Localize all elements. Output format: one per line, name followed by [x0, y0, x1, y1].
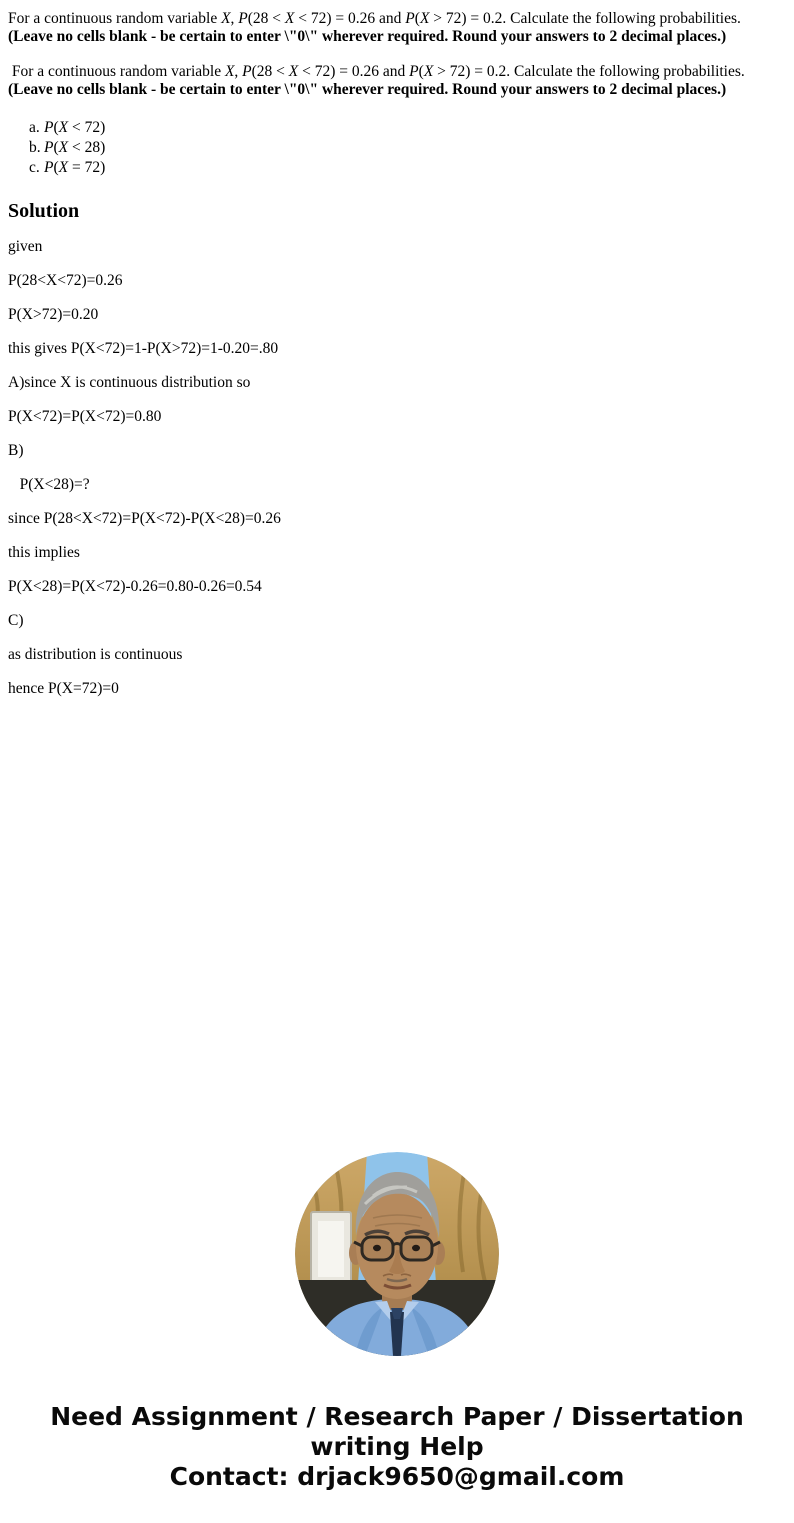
solution-line-part-b-since: since P(28<X<72)=P(X<72)-P(X<28)=0.26 — [8, 510, 281, 527]
question-item-a — [29, 118, 786, 138]
item-text-c: P(X = 72) — [44, 159, 106, 176]
solution-line-part-b: B) — [8, 442, 24, 459]
item-marker-a: a. — [29, 119, 40, 136]
solution-line-part-b-question: P(X<28)=? — [8, 476, 90, 493]
item-marker-c: c. — [29, 159, 40, 176]
question-paragraph-2 — [8, 63, 786, 99]
question-items — [8, 118, 786, 178]
eye-left — [373, 1245, 381, 1251]
solution-line-part-a: A)since X is continuous distribution so — [8, 374, 251, 391]
question-paragraph-1 — [8, 10, 786, 46]
question-and-solution — [0, 0, 794, 698]
item-marker-b: b. — [29, 139, 41, 156]
footer-contact-email: Contact: drjack9650@gmail.com — [169, 1462, 625, 1491]
question-bold-note-2: (Leave no cells blank - be certain to enter \"0\" wherever required. Round your answers to 2 decimal places.) — [8, 81, 727, 98]
question-bold-note-1: (Leave no cells blank - be certain to enter \"0\" wherever required. Round your answers to 2 decimal places.) — [8, 28, 727, 45]
question-item-b — [29, 138, 786, 158]
footer-help-line-2: writing Help — [310, 1432, 484, 1461]
item-text-a: P(X < 72) — [44, 119, 106, 136]
solution-line-part-a-result: P(X<72)=P(X<72)=0.80 — [8, 408, 162, 425]
solution-line-part-c: C) — [8, 612, 24, 629]
solution-line-part-c-reason: as distribution is continuous — [8, 646, 183, 663]
question-text-2: For a continuous random variable X, P(28 < X < 72) = 0.26 and P(X > 72) = 0.2. Calculate the following probabilities. — [8, 63, 745, 80]
solution-line-given: given — [8, 238, 43, 255]
solution-line-part-b-result: P(X<28)=P(X<72)-0.26=0.80-0.26=0.54 — [8, 578, 262, 595]
glasses-bridge — [393, 1244, 401, 1246]
item-text-b: P(X < 28) — [44, 139, 106, 156]
question-text-1: For a continuous random variable X, P(28 < X < 72) = 0.26 and P(X > 72) = 0.2. Calculate the following probabilities. — [8, 10, 741, 27]
solution-line-part-b-implies: this implies — [8, 544, 80, 561]
solution-line-given-2: P(X>72)=0.20 — [8, 306, 99, 323]
solution-line-given-1: P(28<X<72)=0.26 — [8, 272, 123, 289]
solution-line-part-c-result: hence P(X=72)=0 — [8, 680, 119, 697]
solution-heading: Solution — [8, 200, 80, 222]
tutor-photo — [295, 1152, 499, 1356]
wall-frame-inner — [318, 1221, 344, 1277]
solution-line-derivation: this gives P(X<72)=1-P(X>72)=1-0.20=.80 — [8, 340, 279, 357]
tutor-avatar — [295, 1152, 499, 1356]
question-item-c — [29, 158, 786, 178]
eye-right — [412, 1245, 420, 1251]
footer-help-line-1: Need Assignment / Research Paper / Dissertation — [50, 1402, 744, 1431]
footer-banner — [0, 1402, 794, 1492]
